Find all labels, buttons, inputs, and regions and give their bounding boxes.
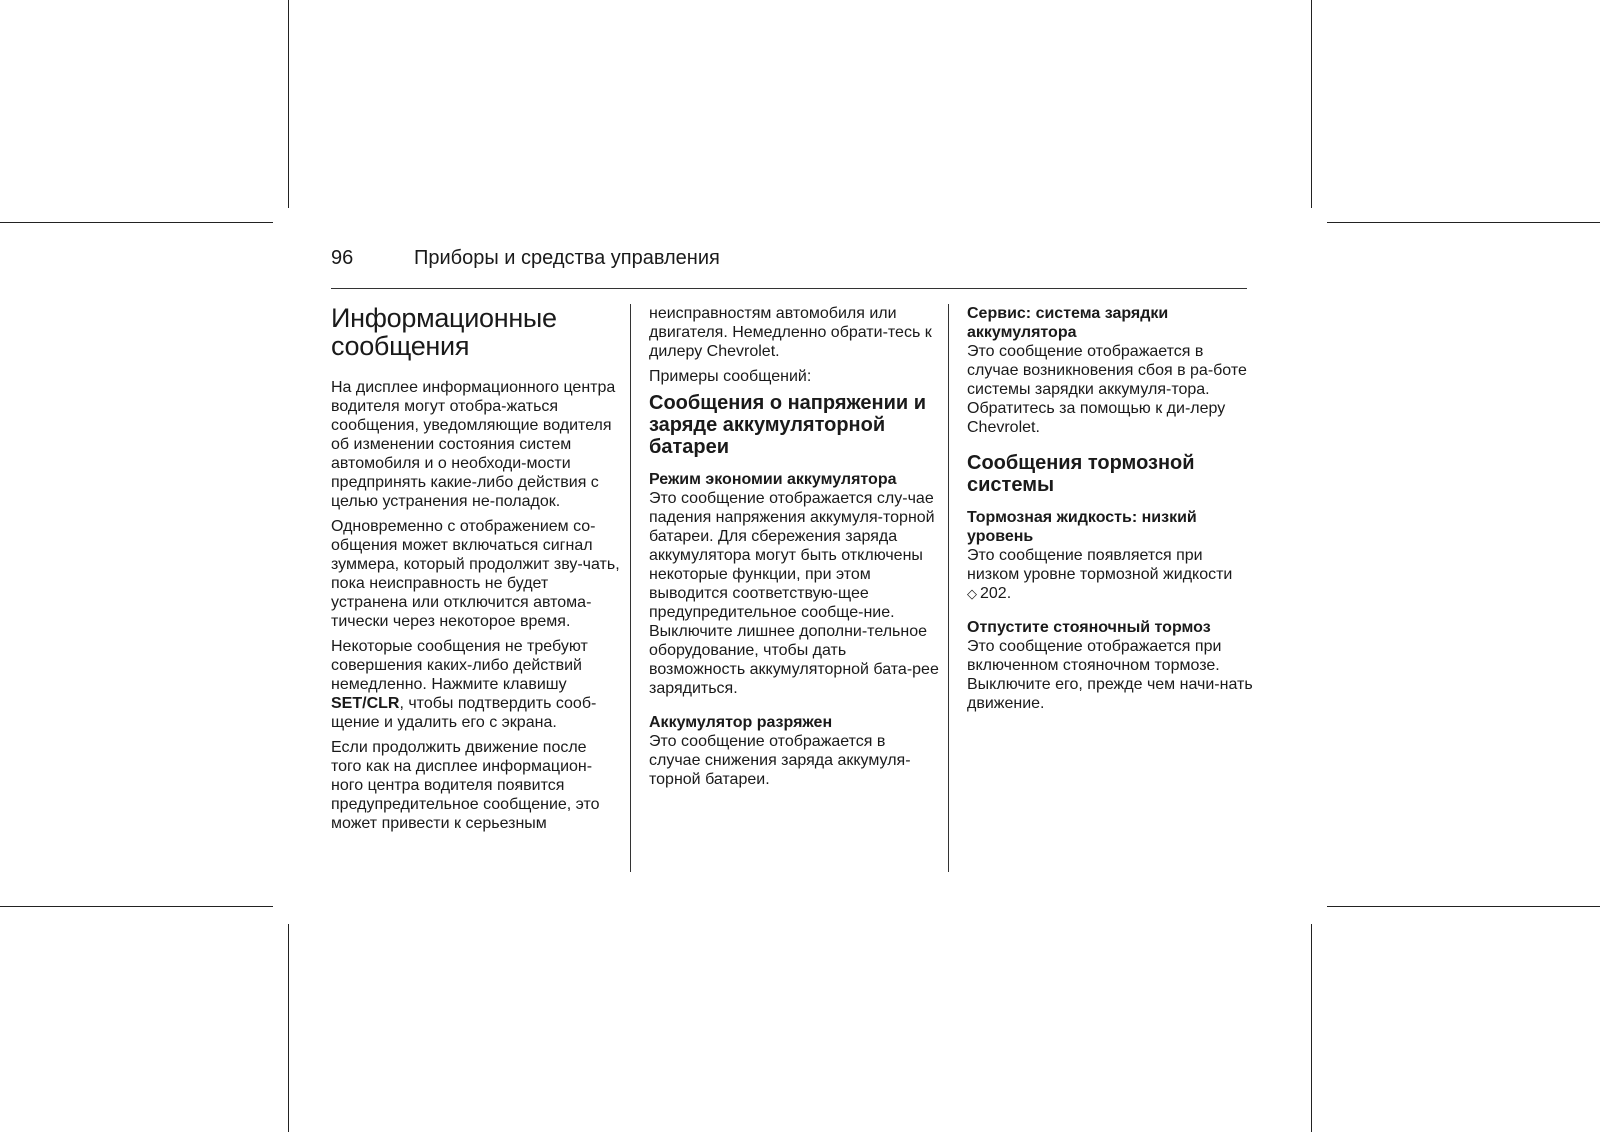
page-reference: 202.	[980, 585, 1012, 602]
cross-reference-icon: ◇	[967, 586, 977, 601]
crop-mark	[288, 924, 289, 1132]
paragraph-text: Некоторые сообщения не требуют совершения каких-либо действий немедленно. Нажмите клавишу	[331, 638, 588, 693]
message-entry	[649, 470, 939, 698]
page-header	[331, 240, 1247, 289]
paragraph: Примеры сообщений:	[649, 368, 812, 385]
message-entry	[649, 713, 939, 789]
section-heading: Сообщения тормозной системы	[967, 452, 1195, 496]
message-title: Аккумулятор разряжен	[649, 714, 833, 731]
message-title: Тормозная жидкость: низкий уровень	[967, 509, 1197, 545]
message-title: Сервис: система зарядки аккумулятора	[967, 305, 1169, 341]
crop-mark	[288, 0, 289, 208]
paragraph-text: , чтобы подтвердить сооб-щение и удалить его с экрана.	[331, 695, 597, 731]
column-1	[331, 304, 621, 839]
message-description	[967, 546, 1257, 603]
section-heading: Сообщения о напряжении и заряде аккумуляторной батареи	[649, 392, 927, 458]
crop-mark	[0, 222, 273, 223]
crop-mark	[1311, 0, 1312, 208]
message-entry	[967, 304, 1257, 437]
message-title: Режим экономии аккумулятора	[649, 471, 897, 488]
paragraph: На дисплее информационного центра водителя могут отобра-жаться сообщения, уведомляющие водителя об изменении состояния систем автомобиля и о необходи-мости предпринять какие-либо действия с целью устранения не-поладок.	[331, 379, 616, 510]
paragraph	[331, 637, 621, 732]
crop-mark	[1327, 222, 1600, 223]
message-description: Это сообщение отображается в случае возникновения сбоя в ра-боте системы зарядки аккумуля-тора. Обратитесь за помощью к ди-леру Chevrolet.	[967, 343, 1247, 436]
page-number: 96	[331, 247, 354, 269]
crop-mark	[0, 906, 273, 907]
chapter-heading: Информационные сообщения	[331, 303, 557, 361]
message-title: Отпустите стояночный тормоз	[967, 619, 1211, 636]
paragraph: неисправностям автомобиля или двигателя. Немедленно обрати-тесь к дилеру Chevrolet.	[649, 305, 932, 360]
column-divider	[630, 304, 631, 872]
section-title: Приборы и средства управления	[414, 247, 720, 269]
message-entry	[967, 618, 1257, 713]
message-description: Это сообщение отображается в случае снижения заряда аккумуля-торной батареи.	[649, 733, 911, 788]
paragraph: Если продолжить движение после того как на дисплее информацион-ного центра водителя появится предупредительное сообщение, это может привести к серьезным	[331, 739, 600, 832]
crop-mark	[1327, 906, 1600, 907]
paragraph: Одновременно с отображением со-общения может включаться сигнал зуммера, который продолжит зву-чать, пока неисправность не будет устранена или отключится автома-тически через некоторое время.	[331, 518, 620, 630]
crop-mark	[1311, 924, 1312, 1132]
message-text: Это сообщение появляется при низком уровне тормозной жидкости	[967, 547, 1233, 583]
key-name: SET/CLR	[331, 695, 400, 712]
message-entry	[967, 508, 1257, 603]
column-3	[967, 304, 1257, 728]
column-2	[649, 304, 939, 804]
message-description: Это сообщение отображается слу-чае падения напряжения аккумуля-торной батареи. Для сбережения заряда аккумулятора могут быть отключены некоторые функции, при этом выводится соответствую-щее предупредительное сообще-ние. Выключите лишнее дополни-тельное оборудование, чтобы дать возможность аккумуляторной бата-рее зарядиться.	[649, 490, 939, 697]
column-divider	[948, 304, 949, 872]
message-description: Это сообщение отображается при включенном стояночном тормозе. Выключите его, прежде чем начи-нать движение.	[967, 638, 1253, 712]
